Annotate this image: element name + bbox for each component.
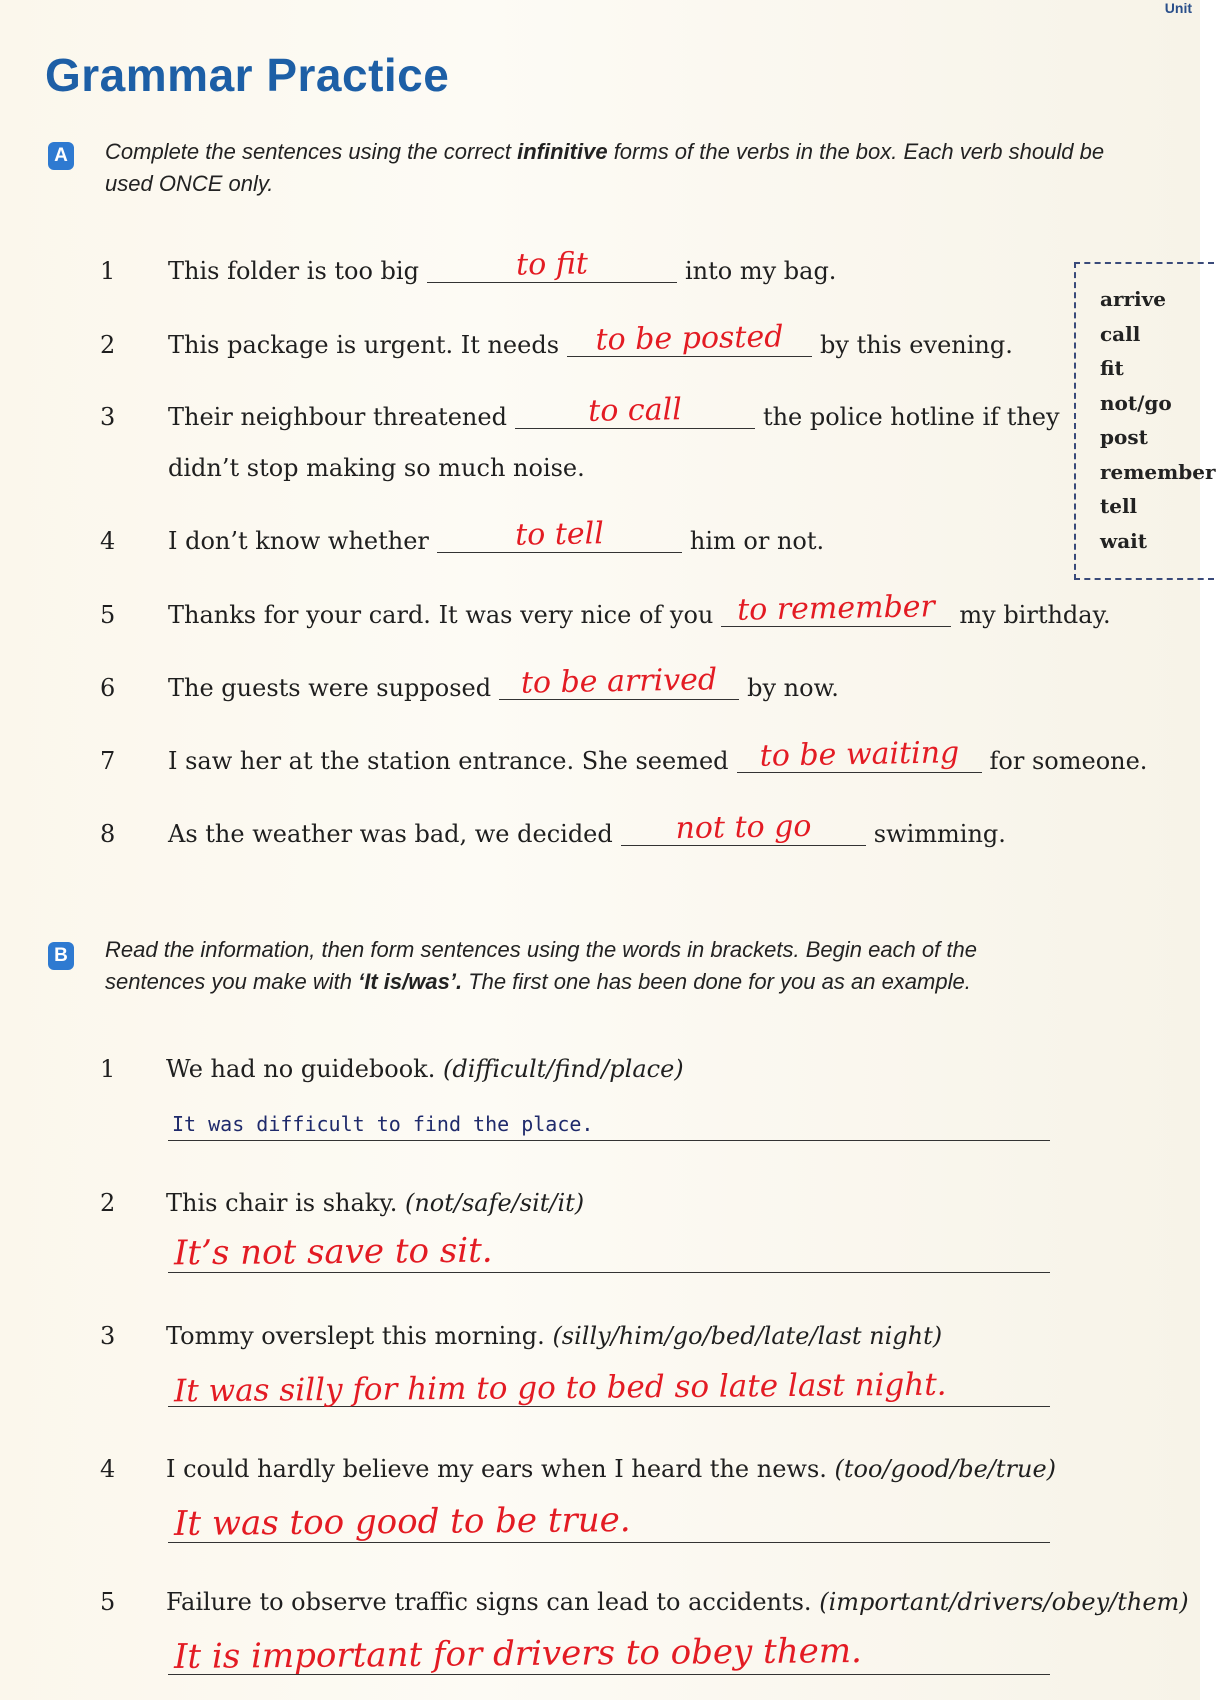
exercise-b-item-3: 3 Tommy overslept this morning. (silly/him/go/bed/late/last night) [100, 1322, 943, 1350]
answer-blank[interactable] [499, 662, 739, 701]
exercise-a-item-8: 8 As the weather was bad, we decided not to go swimming. [100, 808, 1006, 848]
handwritten-answer: It is important for drivers to obey them. [173, 1630, 862, 1678]
answer-line[interactable] [168, 1492, 1050, 1543]
answer-line[interactable] [168, 1090, 1050, 1141]
exercise-b-item-1: 1 We had no guidebook. (difficult/find/place) [100, 1055, 684, 1083]
exercise-a-item-4: 4 I don’t know whether to tell him or not. [100, 516, 825, 555]
section-b-badge: B [48, 942, 74, 970]
answer-blank[interactable] [515, 392, 755, 429]
answer-blank[interactable] [737, 735, 982, 774]
answer-line[interactable] [168, 1356, 1050, 1410]
word-box-item: wait [1100, 528, 1148, 553]
exercise-b-item-4: 4 I could hardly believe my ears when I heard the news. (too/good/be/true) [100, 1455, 1057, 1483]
section-a-badge: A [48, 142, 74, 170]
word-box-item: call [1100, 321, 1141, 346]
printed-example-answer: It was difficult to find the place. [172, 1112, 594, 1136]
exercise-b-item-5: 5 Failure to observe traffic signs can lead to accidents. (important/drivers/obey/them) [100, 1588, 1189, 1616]
unit-corner-label: Unit [1164, 0, 1192, 16]
word-box-item: fit [1100, 356, 1124, 380]
handwritten-answer: to tell [514, 516, 605, 553]
section-a-instruction: Complete the sentences using the correct infinitive forms of the verbs in the box. Each verb should be used ONCE only. [105, 139, 1105, 196]
handwritten-answer: It was too good to be true. [173, 1500, 631, 1544]
page-title: Grammar Practice [45, 49, 450, 101]
exercise-a-item-2: 2 This package is urgent. It needs to be posted by this evening. [100, 319, 1013, 359]
section-b-instruction: Read the information, then form sentences using the words in brackets. Begin each of the sentences you make with ‘It is/was’. The first one has been done for you as an example. [105, 937, 977, 994]
handwritten-answer: to be posted [595, 319, 784, 358]
answer-blank[interactable] [621, 808, 866, 847]
word-box-item: tell [1100, 494, 1138, 518]
handwritten-answer: It’s not save to sit. [173, 1230, 493, 1274]
answer-blank[interactable] [427, 246, 677, 283]
handwritten-answer: It was silly for him to go to bed so late last night. [173, 1366, 947, 1410]
answer-blank[interactable] [567, 319, 812, 358]
exercise-a-item-6: 6 The guests were supposed to be arrived by now. [100, 662, 839, 702]
word-box-item: post [1100, 425, 1148, 449]
exercise-b-item-2: 2 This chair is shaky. (not/safe/sit/it) [100, 1189, 585, 1217]
exercise-a-item-7: 7 I saw her at the station entrance. She seemed to be waiting for someone. [100, 735, 1148, 775]
verb-word-box [1074, 262, 1214, 580]
handwritten-answer: to be arrived [520, 662, 718, 701]
answer-blank[interactable] [437, 516, 682, 553]
exercise-a-item-1: 1 This folder is too big to fit into my bag. [100, 246, 837, 285]
exercise-a-item-3: 3 Their neighbour threatened to call the police hotline if they [100, 392, 1060, 431]
answer-blank[interactable] [721, 589, 951, 628]
exercise-a-item-5: 5 Thanks for your card. It was very nice of you to remember my birthday. [100, 589, 1111, 629]
handwritten-answer: to remember [737, 589, 936, 628]
answer-line[interactable] [168, 1222, 1050, 1273]
handwritten-answer: to be waiting [758, 735, 960, 774]
word-box-item: arrive [1100, 287, 1166, 311]
word-box-item: not/go [1100, 390, 1172, 415]
handwritten-answer: to fit [515, 246, 589, 283]
handwritten-answer: to call [587, 392, 683, 429]
word-box-item: remember [1100, 459, 1216, 484]
exercise-a-item-3-continued: didn’t stop making so much noise. [168, 454, 585, 482]
handwritten-answer: not to go [675, 808, 812, 847]
answer-line[interactable] [168, 1624, 1050, 1678]
